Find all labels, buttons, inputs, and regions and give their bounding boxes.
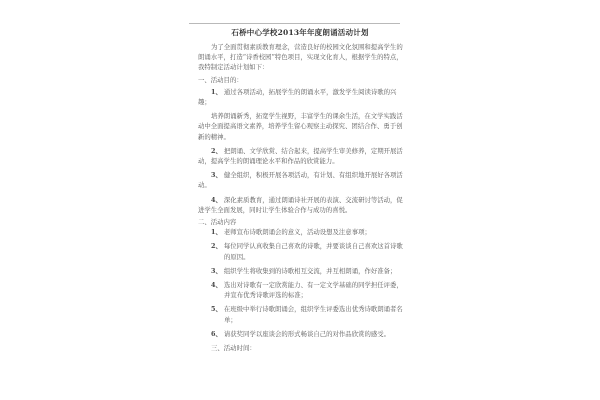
goal-item-1 — [198, 87, 406, 107]
goal-item-2 — [198, 146, 406, 166]
intro-paragraph: 为了全面贯彻素质教育理念，营造良好的校园文化氛围和提高学生的朗诵水平，打造“诗香校园”特色项目，实现文化育人，根据学生的特点，我特制定活动计划如下： — [198, 43, 403, 72]
section-heading-time: 三、活动时间： — [211, 344, 256, 353]
content-text-3: 组织学生将收集到的诗歌相互交流，并互相朗诵，作好准备； — [223, 266, 397, 275]
content-text-5: 在班级中举行诗歌朗诵会，组织学生评委选出优秀诗歌朗诵者名单； — [223, 305, 403, 324]
content-number-4: 4、 — [211, 281, 222, 290]
content-item-4 — [198, 280, 406, 300]
content-number-2: 2、 — [211, 242, 222, 251]
goal-number-1: 1、 — [211, 87, 222, 96]
content-item-2 — [198, 241, 406, 261]
goal-text-3: 健全组织，积极开展各项活动，有计划、有组织地开展好各项活动。 — [198, 171, 403, 190]
section-heading-content: 二、活动内容 — [198, 218, 237, 227]
goal-item-3 — [198, 170, 406, 190]
content-number-6: 6、 — [211, 329, 222, 338]
section-heading-purpose: 一、活动目的： — [198, 75, 243, 84]
goal-text-4: 深化素质教育，通过朗诵诗社开展的表演、交流研讨等活动，促进学生全面发展，同时让学生体验合作与成功的喜悦。 — [198, 195, 403, 214]
content-item-6 — [198, 329, 406, 339]
goal-item-4 — [198, 195, 406, 215]
goal-text-2: 把朗诵、文学欣赏、结合起来，提高学生审美修养，定期开展活动，提高学生的朗诵理论水平和作品的欣赏能力。 — [198, 146, 403, 166]
content-item-3 — [198, 266, 406, 276]
content-item-5 — [198, 304, 406, 324]
content-text-1: 老师宣布诗歌朗诵会的意义，活动设想及注意事项； — [223, 228, 371, 237]
goal-item-1-detail: 培养朗诵新秀，拓宽学生视野，丰富学生的课余生活，在文学实践活动中全面提高语文素养，培养学生留心观察主动探究、团结合作、勇于创新的精神。 — [198, 112, 403, 141]
document-body — [198, 42, 406, 353]
goal-text-1: 通过各项活动，拓展学生的朗诵水平，激发学生阅读诗歌的兴趣； — [198, 87, 397, 107]
content-item-1 — [198, 227, 406, 237]
document-title: 石桥中心学校2013年年度朗诵活动计划 — [231, 28, 369, 37]
goal-number-2: 2、 — [211, 146, 222, 155]
content-number-5: 5、 — [211, 305, 222, 314]
content-number-1: 1、 — [211, 228, 222, 237]
content-number-3: 3、 — [211, 266, 222, 275]
goal-number-4: 4、 — [211, 195, 222, 204]
content-text-6: 请获奖同学以座谈会的形式畅谈自己的对作品欣赏的感受。 — [223, 329, 391, 338]
content-text-2: 每位同学认真收集自己喜欢的诗歌，并要谈谈自己喜欢这首诗歌的原因。 — [223, 242, 403, 261]
header-rule — [189, 23, 400, 24]
goal-number-3: 3、 — [211, 171, 222, 180]
content-text-4: 选出对诗歌有一定欣赏能力、有一定文学基础的同学担任评委，并宣布优秀诗歌评选的标准； — [223, 281, 403, 300]
